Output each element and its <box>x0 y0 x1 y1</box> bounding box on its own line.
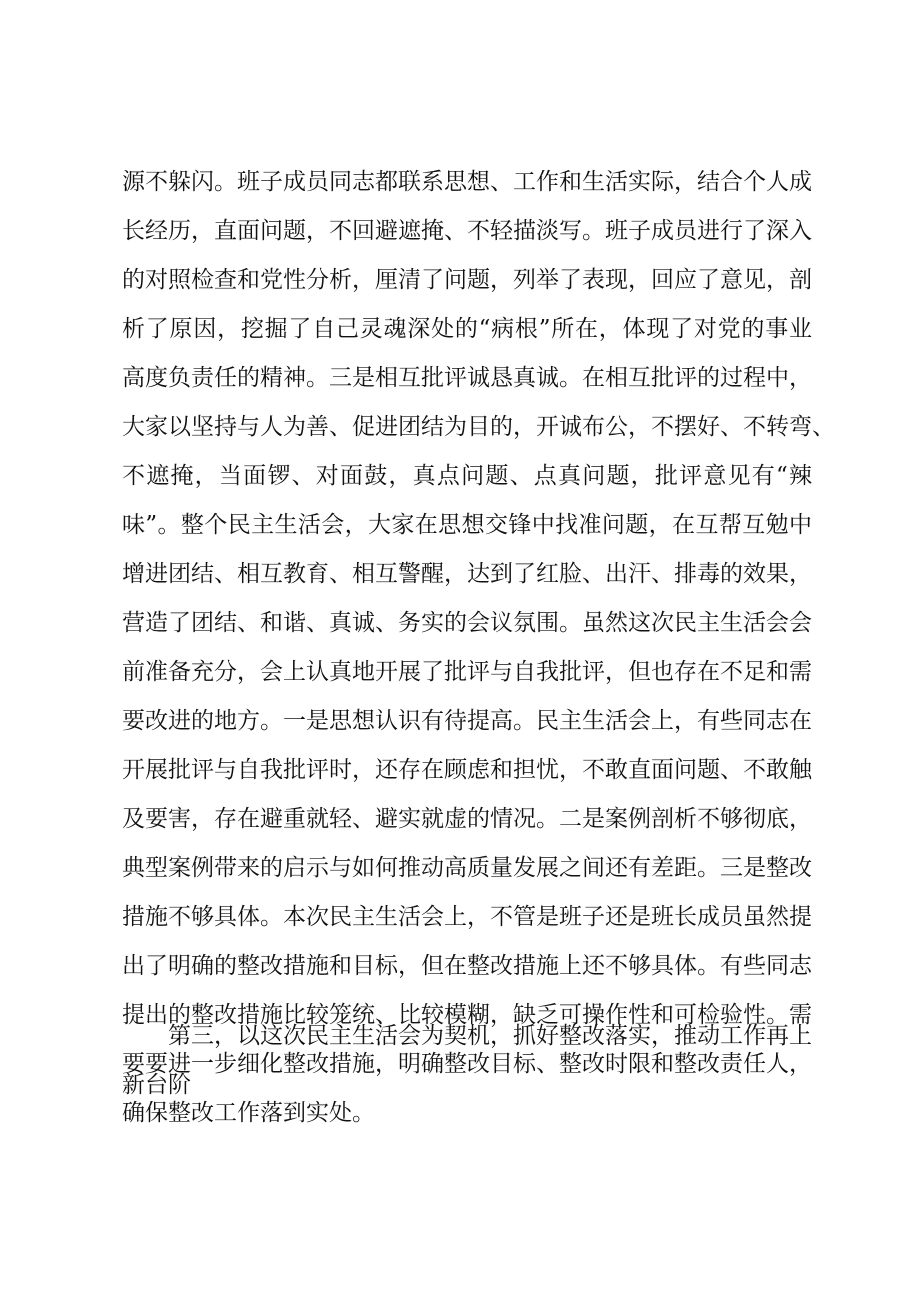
paragraph-line: 及要害，存在避重就轻、避实就虚的情况。二是案例剖析不够彻底， <box>122 806 812 832</box>
paragraph-line: 开展批评与自我批评时，还存在顾虑和担忧，不敢直面问题、不敢触 <box>122 757 812 783</box>
paragraph-line: 高度负责任的精神。三是相互批评诚恳真诚。在相互批评的过程中， <box>122 365 812 391</box>
paragraph-line: 提出的整改措施比较笼统、比较模糊，缺乏可操作性和可检验性。需 <box>122 1002 812 1028</box>
paragraph-line: 营造了团结、和谐、真诚、务实的会议氛围。虽然这次民主生活会会 <box>122 610 812 636</box>
paragraph-line: 确保整改工作落到实处。 <box>122 1100 375 1126</box>
paragraph-line: 长经历，直面问题，不回避遮掩、不轻描淡写。班子成员进行了深入 <box>122 218 812 244</box>
paragraph-line: 新台阶 <box>122 1072 191 1098</box>
paragraph-line: 析了原因，挖掘了自己灵魂深处的“病根”所在，体现了对党的事业 <box>122 316 812 342</box>
paragraph-line: 不遮掩，当面锣、对面鼓，真点问题、点真问题，批评意见有“辣 <box>122 463 812 489</box>
paragraph-line: 增进团结、相互教育、相互警醒，达到了红脸、出汗、排毒的效果， <box>122 561 812 587</box>
paragraph-line: 大家以坚持与人为善、促进团结为目的，开诚布公，不摆好、不转弯、 <box>122 414 835 440</box>
paragraph-2-heading <box>122 1012 812 1110</box>
paragraph-line: 前准备充分，会上认真地开展了批评与自我批评，但也存在不足和需 <box>122 659 812 685</box>
paragraph-line: 味”。整个民主生活会，大家在思想交锋中找准问题，在互帮互勉中 <box>122 512 812 538</box>
paragraph-line: 典型案例带来的启示与如何推动高质量发展之间还有差距。三是整改 <box>122 855 812 881</box>
paragraph-line: 源不躲闪。班子成员同志都联系思想、工作和生活实际，结合个人成 <box>122 169 812 195</box>
paragraph-line: 的对照检查和党性分析，厘清了问题，列举了表现，回应了意见，剖 <box>122 267 812 293</box>
paragraph-line: 要要进一步细化整改措施，明确整改目标、整改时限和整改责任人， <box>122 1051 812 1077</box>
paragraph-1 <box>122 158 835 1138</box>
paragraph-line: 措施不够具体。本次民主生活会上，不管是班子还是班长成员虽然提 <box>122 904 812 930</box>
paragraph-line: 要改进的地方。一是思想认识有待提高。民主生活会上，有些同志在 <box>122 708 812 734</box>
paragraph-line: 第三，以这次民主生活会为契机，抓好整改落实，推动工作再上 <box>168 1023 812 1049</box>
paragraph-line: 出了明确的整改措施和目标，但在整改措施上还不够具体。有些同志 <box>122 953 812 979</box>
